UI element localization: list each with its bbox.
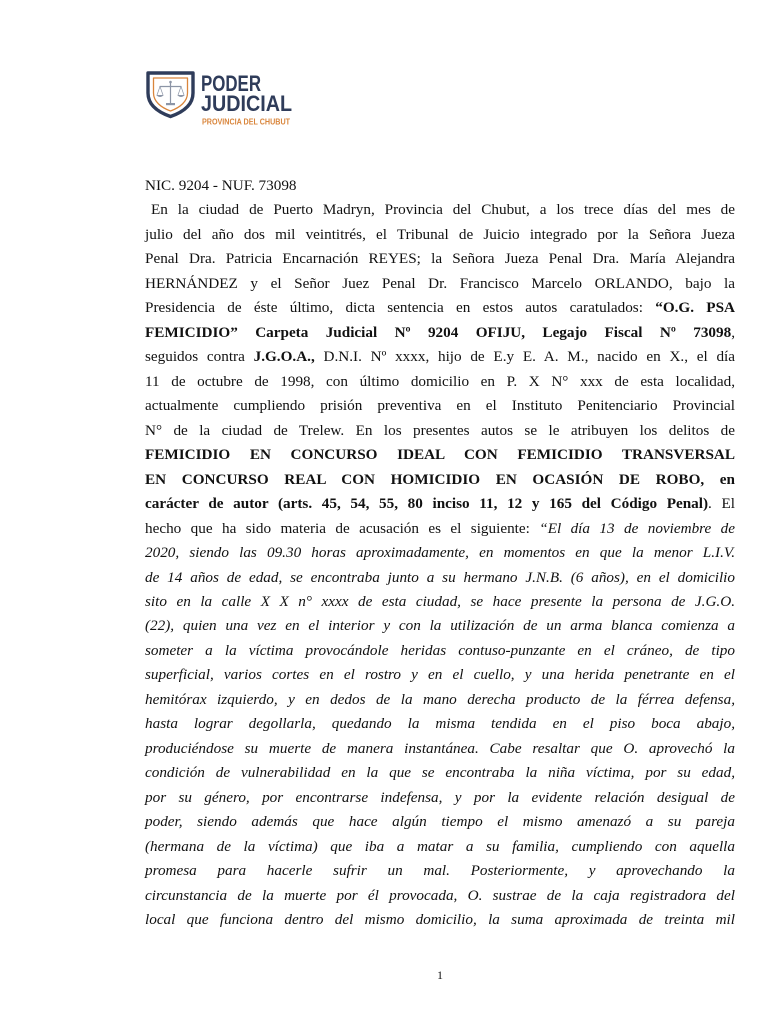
body-line xyxy=(145,884,735,908)
shield-scales-icon xyxy=(148,73,193,117)
body-line xyxy=(145,712,735,736)
body-line xyxy=(145,296,735,320)
line-text: hecho que ha sido materia de acusación es el siguiente: xyxy=(145,519,540,537)
line-text: actualmente cumpliendo prisión preventiva en el Instituto Penitenciario Provincial xyxy=(145,397,735,415)
poder-judicial-logo xyxy=(145,68,295,130)
line-text: Penal Dra. Patricia Encarnación REYES; la Señora Jueza Penal Dra. María Alejandra xyxy=(145,250,735,268)
body-line xyxy=(145,468,735,492)
body-line xyxy=(145,835,735,859)
body-line xyxy=(145,223,735,247)
accusation-quote-text: hasta lograr degollarla, quedando la misma tendida en el piso boca abajo, xyxy=(145,715,735,733)
accusation-quote-text: por su género, por encontrarse indefensa, y por la evidente relación desigual de xyxy=(145,788,735,806)
accusation-quote-text: condición de vulnerabilidad en la que se encontraba la niña víctima, por su edad, xyxy=(145,764,735,782)
body-line xyxy=(145,761,735,785)
accusation-quote-text: produciéndose su muerte de manera instantánea. Cabe resaltar que O. aprovechó la xyxy=(145,739,735,757)
logo-wordmark-poder: PODER xyxy=(201,71,261,96)
line-text: 11 de octubre de 1998, con último domicilio en P. X N° xxx de esta localidad, xyxy=(145,372,735,390)
charges-text: carácter de autor (arts. 45, 54, 55, 80 inciso 11, 12 y 165 del Código Penal) xyxy=(145,495,709,513)
body-line xyxy=(145,492,735,516)
accusation-quote-text: promesa para hacerle sufrir un mal. Posteriormente, y aprovechando la xyxy=(145,862,735,880)
charges-text: EN CONCURSO REAL CON HOMICIDIO EN OCASIÓN DE ROBO, en xyxy=(145,470,735,488)
defendant-initials: J.G.O.A., xyxy=(253,348,315,366)
body-line xyxy=(145,908,735,932)
accusation-quote-text: superficial, varios cortes en el rostro y en el cuello, y una herida penetrante en el xyxy=(145,666,735,684)
accusation-quote-text: poder, siendo además que hace algún tiempo el mismo amenazó a su pareja xyxy=(145,813,735,831)
body-line xyxy=(145,737,735,761)
judgment-body xyxy=(145,174,735,933)
accusation-quote-text: local que funciona dentro del mismo domicilio, la suma aproximada de treinta mil xyxy=(145,911,735,929)
accusation-quote-text: someter a la víctima provocándole heridas contuso-punzante en el cráneo, de tipo xyxy=(145,641,735,659)
body-line xyxy=(145,688,735,712)
body-line xyxy=(145,272,735,296)
charges-text: FEMICIDIO EN CONCURSO IDEAL CON FEMICIDIO TRANSVERSAL xyxy=(145,446,735,464)
line-text: julio del año dos mil veintitrés, el Tribunal de Juicio integrado por la Señora Jueza xyxy=(145,225,735,243)
body-line xyxy=(145,370,735,394)
line-text: N° de la ciudad de Trelew. En los presentes autos se le atribuyen los delitos de xyxy=(145,421,735,439)
body-line xyxy=(145,590,735,614)
line-text: HERNÁNDEZ y el Señor Juez Penal Dr. Francisco Marcelo ORLANDO, bajo la xyxy=(145,274,735,292)
case-title-text: FEMICIDIO” Carpeta Judicial Nº 9204 OFIJU, Legajo Fiscal Nº 73098 xyxy=(145,323,732,341)
page-number: 1 xyxy=(437,968,443,982)
accusation-quote-text: (hermana de la víctima) que iba a matar a su familia, cumpliendo con aquella xyxy=(145,837,735,855)
body-line xyxy=(145,394,735,418)
accusation-quote-text: (22), quien una vez en el interior y con la utilización de un arma blanca comienza a xyxy=(145,617,735,635)
case-reference: NIC. 9204 - NUF. 73098 xyxy=(145,177,297,194)
accusation-quote-text: hemitórax izquierdo, y en dedos de la mano derecha producto de la férrea defensa, xyxy=(145,690,735,708)
accusation-quote-text: “El día 13 de noviembre de xyxy=(539,519,735,537)
body-line xyxy=(145,443,735,467)
line-text: . El xyxy=(708,495,735,513)
accusation-quote-text: 2020, siendo las 09.30 horas aproximadamente, en momentos en que la menor L.I.V. xyxy=(145,544,735,562)
logo-wordmark-judicial: JUDICIAL xyxy=(201,91,293,116)
body-line xyxy=(145,859,735,883)
line-text: D.N.I. Nº xxxx, hijo de E.y E. A. M., nacido en X., el día xyxy=(314,348,735,366)
body-line xyxy=(145,786,735,810)
body-line xyxy=(145,663,735,687)
body-line xyxy=(145,345,735,369)
body-line xyxy=(145,541,735,565)
logo-subtitle: PROVINCIA DEL CHUBUT xyxy=(202,117,291,127)
line-text: seguidos contra xyxy=(145,348,254,366)
line-text: Presidencia de éste último, dicta sentencia en estos autos caratulados: xyxy=(145,299,656,317)
body-line xyxy=(145,639,735,663)
body-line xyxy=(145,566,735,590)
line-text: En la ciudad de Puerto Madryn, Provincia del Chubut, a los trece días del mes de xyxy=(151,201,735,219)
body-line xyxy=(145,198,735,222)
case-title-text: “O.G. PSA xyxy=(655,299,735,317)
body-line xyxy=(145,419,735,443)
line-text: , xyxy=(731,323,735,341)
accusation-quote-text: sito en la calle X X n° xxxx de esta ciudad, se hace presente la persona de J.G.O. xyxy=(145,592,735,610)
accusation-quote-text: de 14 años de edad, se encontraba junto a su hermano J.N.B. (6 años), en el domicilio xyxy=(145,568,735,586)
body-line xyxy=(145,247,735,271)
body-line xyxy=(145,517,735,541)
body-line xyxy=(145,810,735,834)
body-line xyxy=(145,321,735,345)
accusation-quote-text: circunstancia de la muerte por él provocada, O. sustrae de la caja registradora del xyxy=(145,886,735,904)
body-line xyxy=(145,614,735,638)
